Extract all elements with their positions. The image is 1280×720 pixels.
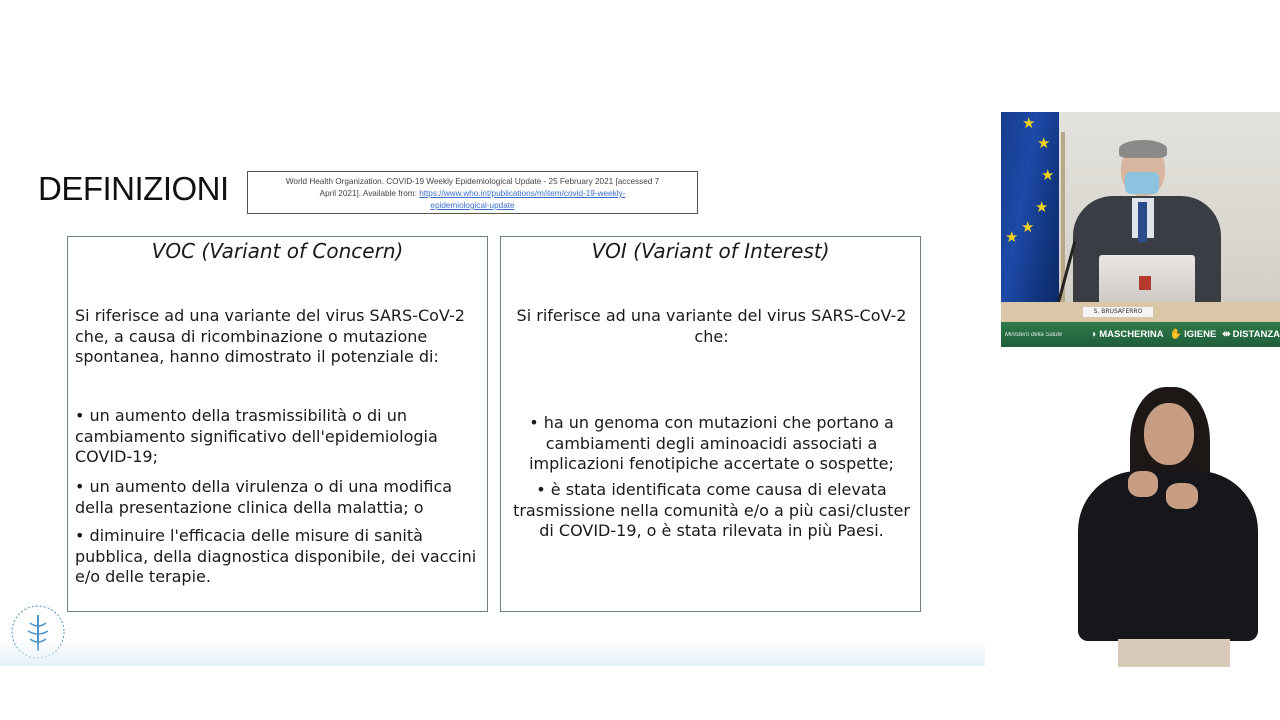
laptop-logo-icon — [1139, 276, 1151, 290]
interpreter-face — [1144, 403, 1194, 465]
banner-label-hygiene: IGIENE — [1184, 329, 1217, 340]
reference-text: April 2021]. Available from: — [319, 189, 420, 198]
reference-line-1: World Health Organization. COVID-19 Weekly Epidemiological Update - 25 February 2021 [accessed 7 — [285, 177, 660, 186]
voi-bullet-1: • ha un genoma con mutazioni che portano a cambiamenti degli aminoacidi associati a implicazioni fenotipiche accertate o sospette; — [529, 413, 894, 473]
voc-bullet-2: • un aumento della virulenza o di una modifica della presentazione clinica della malattia; o — [75, 477, 453, 517]
speaker-tie — [1138, 202, 1147, 242]
voi-intro: Si riferisce ad una variante del virus SARS-CoV-2 che: — [516, 306, 907, 346]
reference-link-continued[interactable]: epidemiological-update — [430, 201, 515, 210]
ministry-label: Ministero della Salute — [1005, 331, 1063, 338]
slide-title: DEFINIZIONI — [38, 170, 229, 207]
slide-footer-band — [0, 640, 985, 666]
nameplate: S. BRUSAFERRO — [1083, 307, 1153, 317]
face-mask-icon — [1125, 172, 1159, 194]
interpreter-hand-right — [1166, 483, 1198, 509]
banner-item-hygiene — [1170, 329, 1217, 340]
voc-intro: Si riferisce ad una variante del virus SARS-CoV-2 che, a causa di ricombinazione o mutazione spontanea, hanno dimostrato il potenziale di: — [75, 306, 465, 366]
interpreter-legs — [1118, 639, 1230, 667]
voc-bullet-1: • un aumento della trasmissibilità o di un cambiamento significativo dell'epidemiologia COVID-19; — [75, 406, 438, 466]
speaker-video — [1001, 112, 1280, 347]
banner-item-mask — [1091, 329, 1163, 340]
banner-label-distance: DISTANZA — [1232, 329, 1280, 340]
distance-icon: ⇹ — [1222, 329, 1231, 340]
interpreter-hand-left — [1128, 471, 1158, 497]
banner-item-distance — [1222, 329, 1280, 340]
ministry-banner — [1001, 322, 1280, 347]
hands-icon: ✋ — [1169, 329, 1183, 340]
reference-box — [247, 171, 698, 214]
eu-flag-icon: ★ ★ ★ ★ ★ ★ — [1001, 112, 1059, 302]
voi-panel — [500, 236, 921, 612]
voi-heading: VOI (Variant of Interest) — [591, 239, 830, 263]
voc-bullet-3: • diminuire l'efficacia delle misure di sanità pubblica, della diagnostica disponibile, dei vaccini e/o delle terapie. — [75, 526, 477, 586]
voi-bullet-2: • è stata identificata come causa di elevata trasmissione nella comunità e/o a più casi/cluster di COVID-19, o è stata rilevata in più Paesi. — [513, 480, 910, 540]
voc-heading: VOC (Variant of Concern) — [151, 239, 404, 263]
banner-label-mask: MASCHERINA — [1099, 329, 1164, 340]
reference-link[interactable]: https://www.who.int/publications/m/item/covid-19-weekly- — [419, 189, 626, 198]
speaker-hair — [1119, 140, 1167, 158]
voc-panel — [67, 236, 488, 612]
sign-language-interpreter — [1070, 385, 1265, 667]
mask-icon: ◗ — [1091, 329, 1098, 340]
reference-line-2 — [254, 188, 691, 200]
